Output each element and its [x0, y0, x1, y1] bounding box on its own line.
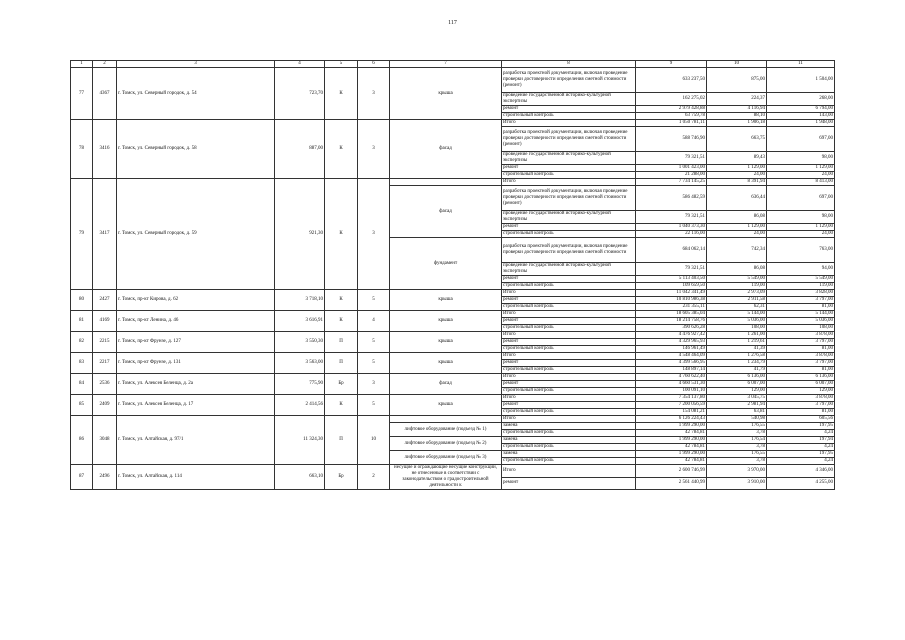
- entry-number-cell: 86: [71, 416, 93, 465]
- structural-element-cell: несущие и ограждающие несущие конструкции, не отнесенные в соответствии с законодательством о градостроительной деятельности к: [390, 465, 502, 490]
- max-cost-cell: 197,95: [767, 451, 835, 458]
- max-cost-cell: 3 878,00: [767, 395, 835, 402]
- house-id-cell: 4169: [93, 311, 117, 332]
- max-cost-cell: 8 413,00: [767, 179, 835, 186]
- entry-number-cell: 85: [71, 395, 93, 416]
- structural-element-cell: крыша: [390, 290, 502, 311]
- max-cost-cell: 4,24: [767, 458, 835, 465]
- wall-type-cell: К: [325, 311, 358, 332]
- work-type-cell: Итого: [502, 290, 636, 297]
- column-number: 6: [358, 61, 390, 68]
- structural-element-cell: [390, 416, 502, 423]
- work-type-cell: Итого: [502, 332, 636, 339]
- cost-per-m2-cell: 24,00: [707, 172, 767, 179]
- entry-number-cell: 79: [71, 179, 93, 290]
- max-cost-cell: 1 948,00: [767, 120, 835, 127]
- max-cost-cell: 1 504,00: [767, 68, 835, 93]
- table-row: [71, 395, 835, 402]
- max-cost-cell: 98,00: [767, 152, 835, 165]
- work-type-cell: Итого: [502, 120, 636, 127]
- total-cost-cell: 79 321,51: [636, 152, 707, 165]
- work-type-cell: строительный контроль: [502, 458, 636, 465]
- max-cost-cell: 94,00: [767, 263, 835, 276]
- total-cost-cell: 4 476 927,42: [636, 332, 707, 339]
- entry-number-cell: 78: [71, 120, 93, 179]
- total-cost-cell: 1 001 423,00: [636, 165, 707, 172]
- cost-per-m2-cell: 875,00: [707, 68, 767, 93]
- column-number: 4: [275, 61, 325, 68]
- total-cost-cell: 1 050 781,11: [636, 120, 707, 127]
- address-cell: г. Томск, пр-кт Кирова, д. 62: [117, 290, 275, 311]
- entry-number-cell: 80: [71, 290, 93, 311]
- house-id-cell: 3416: [93, 120, 117, 179]
- work-type-cell: строительный контроль: [502, 231, 636, 238]
- table-row: [71, 120, 835, 127]
- wall-type-cell: К: [325, 179, 358, 290]
- cost-per-m2-cell: 176,55: [707, 423, 767, 430]
- max-cost-cell: 98,00: [767, 211, 835, 224]
- structural-element-cell: фасад: [390, 186, 502, 238]
- structural-element-cell: крыша: [390, 353, 502, 374]
- max-cost-cell: 4 346,00: [767, 465, 835, 478]
- cost-per-m2-cell: 1 276,58: [707, 353, 767, 360]
- structural-element-cell: лифтовое оборудование (подъезд № 2): [390, 437, 502, 451]
- work-type-cell: замена: [502, 451, 636, 458]
- work-type-cell: ремонт: [502, 318, 636, 325]
- area-cell: 2 414,56: [275, 395, 325, 416]
- total-cost-cell: 18 605 385,04: [636, 311, 707, 318]
- table-row: [71, 353, 835, 360]
- cost-per-m2-cell: 63,81: [707, 409, 767, 416]
- area-cell: 11 324,30: [275, 416, 325, 465]
- table-row: [71, 290, 835, 297]
- max-cost-cell: 24,00: [767, 172, 835, 179]
- area-cell: 775,90: [275, 374, 325, 395]
- work-type-cell: Итого: [502, 395, 636, 402]
- max-cost-cell: 81,00: [767, 409, 835, 416]
- work-type-cell: ремонт: [502, 381, 636, 388]
- capital-repair-register-table: [70, 60, 835, 490]
- work-type-cell: строительный контроль: [502, 172, 636, 179]
- floors-cell: 10: [358, 416, 390, 465]
- cost-per-m2-cell: 119,00: [707, 283, 767, 290]
- cost-per-m2-cell: 41,39: [707, 346, 767, 353]
- cost-per-m2-cell: 663,75: [707, 127, 767, 152]
- max-cost-cell: 5 144,00: [767, 311, 835, 318]
- table-row: [71, 332, 835, 339]
- wall-type-cell: К: [325, 290, 358, 311]
- max-cost-cell: 3 878,00: [767, 353, 835, 360]
- max-cost-cell: 268,00: [767, 93, 835, 106]
- total-cost-cell: 7 354 137,80: [636, 395, 707, 402]
- house-id-cell: 2536: [93, 374, 117, 395]
- cost-per-m2-cell: 6 007,00: [707, 381, 767, 388]
- cost-per-m2-cell: 88,10: [707, 113, 767, 120]
- total-cost-cell: 586 482,59: [636, 186, 707, 211]
- cost-per-m2-cell: 3 910,00: [707, 477, 767, 490]
- table-row: [71, 179, 835, 186]
- cost-per-m2-cell: 6 136,00: [707, 374, 767, 381]
- structural-element-cell: крыша: [390, 311, 502, 332]
- work-type-cell: разработка проектной документации, включая проведение проверки достоверности определения сметной стоимости: [502, 238, 636, 263]
- address-cell: г. Томск, ул. Северный городок, д. 59: [117, 179, 275, 290]
- work-type-cell: Итого: [502, 465, 636, 478]
- total-cost-cell: 4 399 566,95: [636, 360, 707, 367]
- total-cost-cell: 42 784,81: [636, 444, 707, 451]
- total-cost-cell: 1 999 290,00: [636, 423, 707, 430]
- total-cost-cell: 79 321,51: [636, 263, 707, 276]
- entry-number-cell: 84: [71, 374, 93, 395]
- work-type-cell: ремонт: [502, 360, 636, 367]
- cost-per-m2-cell: 62,31: [707, 304, 767, 311]
- total-cost-cell: 4 660 531,30: [636, 381, 707, 388]
- area-cell: 887,00: [275, 120, 325, 179]
- total-cost-cell: 6 126 224,43: [636, 416, 707, 423]
- total-cost-cell: 42 784,81: [636, 458, 707, 465]
- work-type-cell: ремонт: [502, 165, 636, 172]
- address-cell: г. Томск, ул. Алексея Беленца, д. 17: [117, 395, 275, 416]
- total-cost-cell: 588 746,90: [636, 127, 707, 152]
- column-number: 8: [502, 61, 636, 68]
- cost-per-m2-cell: 1 906,18: [707, 120, 767, 127]
- house-id-cell: 3417: [93, 179, 117, 290]
- work-type-cell: строительный контроль: [502, 409, 636, 416]
- floors-cell: 3: [358, 68, 390, 120]
- structural-element-cell: крыша: [390, 68, 502, 120]
- cost-per-m2-cell: 1 219,61: [707, 339, 767, 346]
- max-cost-cell: 4,24: [767, 444, 835, 451]
- wall-type-cell: К: [325, 120, 358, 179]
- area-cell: 921,30: [275, 179, 325, 290]
- area-cell: 3 550,30: [275, 332, 325, 353]
- area-cell: 663,10: [275, 465, 325, 490]
- work-type-cell: Итого: [502, 311, 636, 318]
- table-row: [71, 311, 835, 318]
- floors-cell: 5: [358, 332, 390, 353]
- cost-per-m2-cell: 540,98: [707, 416, 767, 423]
- max-cost-cell: 1 129,00: [767, 165, 835, 172]
- work-type-cell: проведение государственной историко-культурной экспертизы: [502, 263, 636, 276]
- work-type-cell: Итого: [502, 353, 636, 360]
- cost-per-m2-cell: 1 129,00: [707, 165, 767, 172]
- max-cost-cell: 3 828,00: [767, 290, 835, 297]
- cost-per-m2-cell: 86,08: [707, 211, 767, 224]
- work-type-cell: ремонт: [502, 402, 636, 409]
- max-cost-cell: 4 255,00: [767, 477, 835, 490]
- total-cost-cell: 18 214 758,76: [636, 318, 707, 325]
- max-cost-cell: 6 007,00: [767, 381, 835, 388]
- total-cost-cell: 146 961,49: [636, 346, 707, 353]
- cost-per-m2-cell: 1 129,00: [707, 224, 767, 231]
- cost-per-m2-cell: 176,55: [707, 451, 767, 458]
- table-row: [71, 68, 835, 93]
- column-number-row: [71, 61, 835, 68]
- work-type-cell: разработка проектной документации, включая проведение проверки достоверности определения сметной стоимости (ремонт): [502, 186, 636, 211]
- work-type-cell: ремонт: [502, 339, 636, 346]
- work-type-cell: строительный контроль: [502, 304, 636, 311]
- work-type-cell: ремонт: [502, 477, 636, 490]
- cost-per-m2-cell: 108,00: [707, 325, 767, 332]
- total-cost-cell: 10 810 986,38: [636, 297, 707, 304]
- cost-per-m2-cell: 5 144,00: [707, 311, 767, 318]
- cost-per-m2-cell: 3,78: [707, 430, 767, 437]
- floors-cell: 3: [358, 374, 390, 395]
- house-id-cell: 2217: [93, 353, 117, 374]
- max-cost-cell: 129,00: [767, 388, 835, 395]
- work-type-cell: строительный контроль: [502, 367, 636, 374]
- table-row: [71, 416, 835, 423]
- work-type-cell: разработка проектной документации, включая проведение проверки достоверности определения сметной стоимости (ремонт): [502, 68, 636, 93]
- entry-number-cell: 87: [71, 465, 93, 490]
- structural-element-cell: крыша: [390, 395, 502, 416]
- total-cost-cell: 1 040 373,30: [636, 224, 707, 231]
- total-cost-cell: 4 548 464,09: [636, 353, 707, 360]
- address-cell: г. Томск, ул. Северный городок, д. 58: [117, 120, 275, 179]
- cost-per-m2-cell: 3 970,00: [707, 465, 767, 478]
- total-cost-cell: 4 329 965,93: [636, 339, 707, 346]
- floors-cell: 3: [358, 120, 390, 179]
- cost-per-m2-cell: 24,00: [707, 231, 767, 238]
- address-cell: г. Томск, пр-кт Фрунзе, д. 127: [117, 332, 275, 353]
- wall-type-cell: П: [325, 353, 358, 374]
- table-row: [71, 465, 835, 478]
- total-cost-cell: 7 734 145,25: [636, 179, 707, 186]
- work-type-cell: Итого: [502, 374, 636, 381]
- total-cost-cell: 162 275,02: [636, 93, 707, 106]
- page-number: 117: [448, 20, 457, 26]
- work-type-cell: строительный контроль: [502, 388, 636, 395]
- area-cell: 3 718,10: [275, 290, 325, 311]
- entry-number-cell: 77: [71, 68, 93, 120]
- address-cell: г. Томск, ул. Алтайская, д. 114: [117, 465, 275, 490]
- max-cost-cell: 3 797,00: [767, 402, 835, 409]
- structural-element-cell: лифтовое оборудование (подъезд № 3): [390, 451, 502, 465]
- work-type-cell: Итого: [502, 179, 636, 186]
- column-number: 10: [707, 61, 767, 68]
- cost-per-m2-cell: 89,43: [707, 152, 767, 165]
- work-type-cell: ремонт: [502, 106, 636, 113]
- wall-type-cell: П: [325, 416, 358, 465]
- column-number: 7: [390, 61, 502, 68]
- max-cost-cell: 697,00: [767, 186, 835, 211]
- work-type-cell: строительный контроль: [502, 283, 636, 290]
- structural-element-cell: лифтовое оборудование (подъезд № 1): [390, 423, 502, 437]
- work-type-cell: строительный контроль: [502, 430, 636, 437]
- structural-element-cell: фасад: [390, 120, 502, 179]
- floors-cell: 5: [358, 395, 390, 416]
- wall-type-cell: П: [325, 332, 358, 353]
- total-cost-cell: 4 760 622,40: [636, 374, 707, 381]
- cost-per-m2-cell: 1 261,00: [707, 332, 767, 339]
- max-cost-cell: 3 797,00: [767, 339, 835, 346]
- total-cost-cell: 11 042 341,49: [636, 290, 707, 297]
- max-cost-cell: 3 797,00: [767, 360, 835, 367]
- total-cost-cell: 79 321,51: [636, 211, 707, 224]
- house-id-cell: 3048: [93, 416, 117, 465]
- cost-per-m2-cell: 3,78: [707, 444, 767, 451]
- work-type-cell: строительный контроль: [502, 113, 636, 120]
- column-number: 2: [93, 61, 117, 68]
- total-cost-cell: 633 237,50: [636, 68, 707, 93]
- structural-element-cell: [390, 179, 502, 186]
- max-cost-cell: 3 797,00: [767, 297, 835, 304]
- max-cost-cell: 6 136,00: [767, 374, 835, 381]
- total-cost-cell: 1 999 290,00: [636, 437, 707, 444]
- house-id-cell: 4367: [93, 68, 117, 120]
- total-cost-cell: 684 062,14: [636, 238, 707, 263]
- cost-per-m2-cell: 176,54: [707, 437, 767, 444]
- total-cost-cell: 5 113 403,50: [636, 276, 707, 283]
- work-type-cell: разработка проектной документации, включая проведение проверки достоверности определения сметной стоимости (ремонт): [502, 127, 636, 152]
- work-type-cell: проведение государственной историко-культурной экспертизы: [502, 152, 636, 165]
- wall-type-cell: К: [325, 68, 358, 120]
- cost-per-m2-cell: 86,08: [707, 263, 767, 276]
- house-id-cell: 2409: [93, 395, 117, 416]
- total-cost-cell: 148 897,14: [636, 367, 707, 374]
- total-cost-cell: 2 979 428,88: [636, 106, 707, 113]
- cost-per-m2-cell: 5 549,00: [707, 276, 767, 283]
- work-type-cell: строительный контроль: [502, 346, 636, 353]
- column-number: 5: [325, 61, 358, 68]
- column-number: 3: [117, 61, 275, 68]
- wall-type-cell: Бр: [325, 374, 358, 395]
- max-cost-cell: 119,00: [767, 283, 835, 290]
- structural-element-cell: фасад: [390, 374, 502, 395]
- structural-element-cell: фундамент: [390, 238, 502, 290]
- floors-cell: 2: [358, 465, 390, 490]
- max-cost-cell: 697,00: [767, 127, 835, 152]
- total-cost-cell: 2 600 746,99: [636, 465, 707, 478]
- total-cost-cell: 154 081,21: [636, 409, 707, 416]
- cost-per-m2-cell: 2 911,58: [707, 297, 767, 304]
- max-cost-cell: 24,00: [767, 231, 835, 238]
- cost-per-m2-cell: 224,37: [707, 93, 767, 106]
- entry-number-cell: 81: [71, 311, 93, 332]
- house-id-cell: 2215: [93, 332, 117, 353]
- max-cost-cell: 763,00: [767, 238, 835, 263]
- wall-type-cell: Бр: [325, 465, 358, 490]
- total-cost-cell: 390 626,28: [636, 325, 707, 332]
- floors-cell: 5: [358, 353, 390, 374]
- work-type-cell: ремонт: [502, 297, 636, 304]
- total-cost-cell: 22 116,00: [636, 231, 707, 238]
- max-cost-cell: 197,95: [767, 423, 835, 430]
- column-number: 9: [636, 61, 707, 68]
- total-cost-cell: 7 200 056,59: [636, 402, 707, 409]
- total-cost-cell: 2 561 440,99: [636, 477, 707, 490]
- cost-per-m2-cell: 129,00: [707, 388, 767, 395]
- table-row: [71, 374, 835, 381]
- work-type-cell: Итого: [502, 416, 636, 423]
- work-type-cell: строительный контроль: [502, 444, 636, 451]
- cost-per-m2-cell: 636,44: [707, 186, 767, 211]
- entry-number-cell: 83: [71, 353, 93, 374]
- work-type-cell: проведение государственной историко-культурной экспертизы: [502, 93, 636, 106]
- total-cost-cell: 63 759,78: [636, 113, 707, 120]
- house-id-cell: 2496: [93, 465, 117, 490]
- area-cell: 723,70: [275, 68, 325, 120]
- cost-per-m2-cell: 8 391,94: [707, 179, 767, 186]
- total-cost-cell: 231 355,11: [636, 304, 707, 311]
- address-cell: г. Томск, пр-кт Ленина, д. 46: [117, 311, 275, 332]
- address-cell: г. Томск, ул. Северный городок, д. 54: [117, 68, 275, 120]
- total-cost-cell: 100 091,10: [636, 388, 707, 395]
- cost-per-m2-cell: 3 045,75: [707, 395, 767, 402]
- max-cost-cell: 5 549,00: [767, 276, 835, 283]
- max-cost-cell: 197,94: [767, 437, 835, 444]
- area-cell: 3 616,91: [275, 311, 325, 332]
- max-cost-cell: 5 036,00: [767, 318, 835, 325]
- floors-cell: 4: [358, 311, 390, 332]
- max-cost-cell: 605,56: [767, 416, 835, 423]
- total-cost-cell: 109 659,50: [636, 283, 707, 290]
- max-cost-cell: 143,00: [767, 113, 835, 120]
- cost-per-m2-cell: 5 036,00: [707, 318, 767, 325]
- structural-element-cell: крыша: [390, 332, 502, 353]
- floors-cell: 3: [358, 179, 390, 290]
- house-id-cell: 2427: [93, 290, 117, 311]
- cost-per-m2-cell: 1 234,79: [707, 360, 767, 367]
- total-cost-cell: 21 288,00: [636, 172, 707, 179]
- work-type-cell: ремонт: [502, 276, 636, 283]
- area-cell: 3 563,00: [275, 353, 325, 374]
- max-cost-cell: 3 878,00: [767, 332, 835, 339]
- cost-per-m2-cell: 3,78: [707, 458, 767, 465]
- total-cost-cell: 1 999 290,00: [636, 451, 707, 458]
- entry-number-cell: 82: [71, 332, 93, 353]
- address-cell: г. Томск, ул. Алтайская, д. 97/1: [117, 416, 275, 465]
- cost-per-m2-cell: 41,79: [707, 367, 767, 374]
- max-cost-cell: 81,00: [767, 346, 835, 353]
- total-cost-cell: 42 784,81: [636, 430, 707, 437]
- work-type-cell: строительный контроль: [502, 325, 636, 332]
- floors-cell: 5: [358, 290, 390, 311]
- column-number: 1: [71, 61, 93, 68]
- cost-per-m2-cell: 742,34: [707, 238, 767, 263]
- cost-per-m2-cell: 2 981,94: [707, 402, 767, 409]
- address-cell: г. Томск, пр-кт Фрунзе, д. 131: [117, 353, 275, 374]
- max-cost-cell: 6 794,00: [767, 106, 835, 113]
- work-type-cell: ремонт: [502, 224, 636, 231]
- max-cost-cell: 81,00: [767, 304, 835, 311]
- work-type-cell: замена: [502, 437, 636, 444]
- address-cell: г. Томск, ул. Алексея Беленца, д. 2а: [117, 374, 275, 395]
- column-number: 11: [767, 61, 835, 68]
- wall-type-cell: К: [325, 395, 358, 416]
- max-cost-cell: 4,24: [767, 430, 835, 437]
- max-cost-cell: 1 129,00: [767, 224, 835, 231]
- work-type-cell: замена: [502, 423, 636, 430]
- max-cost-cell: 108,00: [767, 325, 835, 332]
- work-type-cell: проведение государственной историко-культурной экспертизы: [502, 211, 636, 224]
- cost-per-m2-cell: 2 973,09: [707, 290, 767, 297]
- cost-per-m2-cell: 4 116,94: [707, 106, 767, 113]
- max-cost-cell: 81,00: [767, 367, 835, 374]
